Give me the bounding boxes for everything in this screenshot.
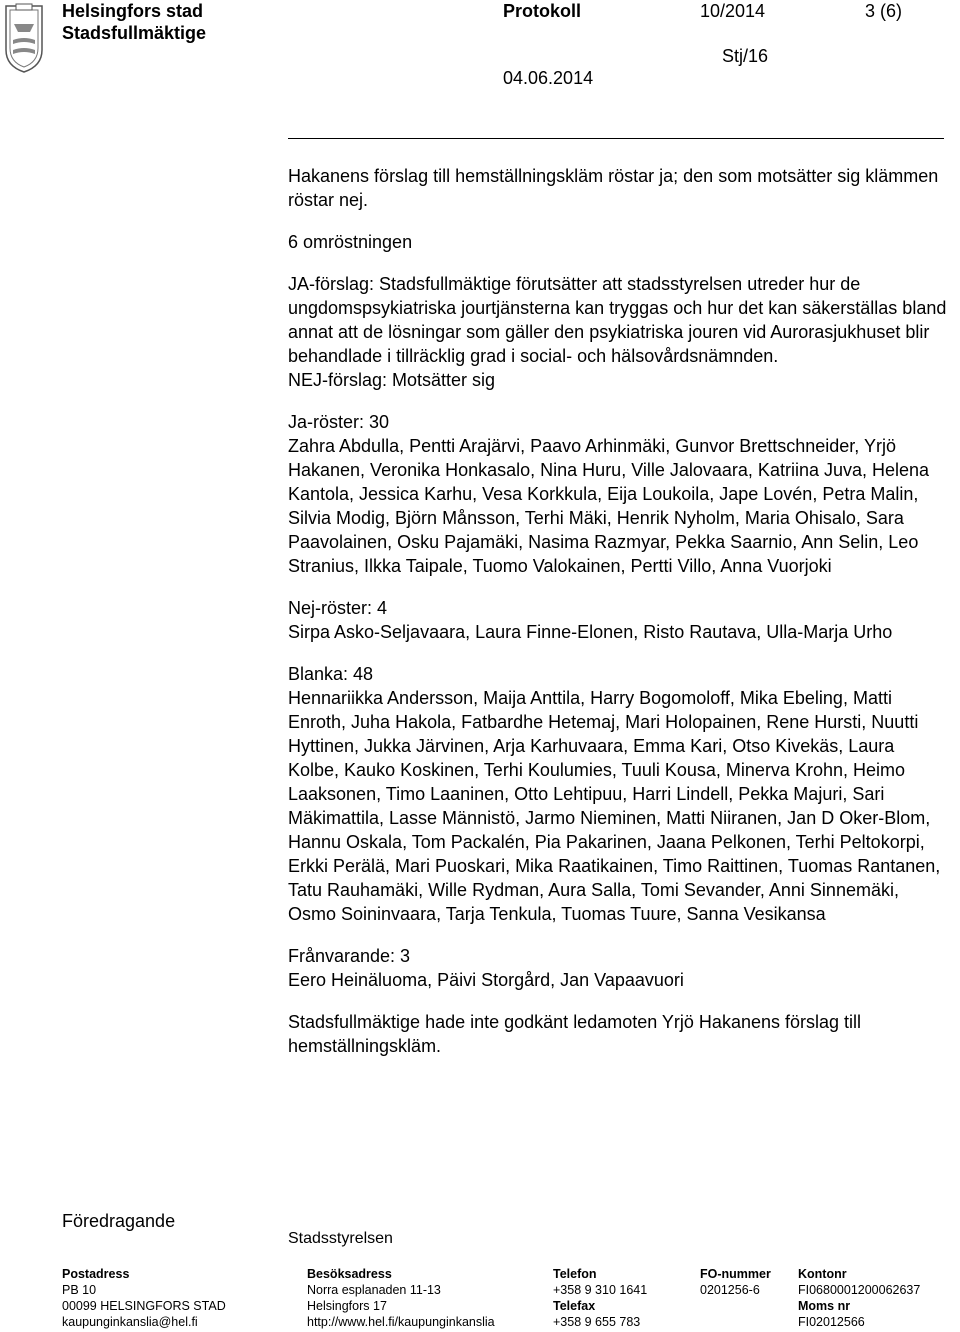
presenter-label: Föredragande <box>62 1211 176 1231</box>
blank-votes-names: Hennariikka Andersson, Maija Anttila, Harry Bogomoloff, Mika Ebeling, Matti Enroth, Juha Hakola, Fatbardhe Hetemaj, Mari Holopainen, Rene Hursti, Nuutti Hyttinen, Jukka Järvinen, Arja Karhuvaara, Emma Kari, Otso Kivekäs, Laura Kolbe, Kauko Koskinen, Terhi Koulumies, Tuuli Kousa, Minerva Krohn, Heimo Laaksonen, Timo Laaninen, Otto Lehtipuu, Harri Lindell, Pekka Majuri, Sari Mäkimattila, Lasse Männistö, Jarmo Nieminen, Matti Niiranen, Jan D Oker-Blom, Hannu Oskala, Tom Packalén, Pia Pakarinen, Jaana Pelkonen, Terhi Peltokorpi, Erkki Perälä, Mari Puoskari, Mika Raatikainen, Timo Raittinen, Tuomas Rantanen, Tatu Rauhamäki, Wille Rydman, Aura Salla, Tomi Sevander, Anni Sinnemäki, Osmo Soininvaara, Tarja Tenkula, Tuomas Tuure, Sanna Vesikansa <box>288 688 941 924</box>
footer-postal-line: 00099 HELSINGFORS STAD <box>62 1299 226 1313</box>
header-ref: Stj/16 <box>722 46 769 66</box>
footer-fax-label: Telefax <box>553 1299 596 1313</box>
footer-postal-label: Postadress <box>62 1267 130 1281</box>
footer-fax-value: +358 9 655 783 <box>553 1315 641 1329</box>
header-rule <box>288 138 944 139</box>
footer-fo-value: 0201256-6 <box>700 1283 760 1297</box>
footer-phone <box>553 1266 647 1330</box>
absent-names: Eero Heinäluoma, Päivi Storgård, Jan Vapaavuori <box>288 970 684 990</box>
helsinki-crest-logo <box>2 2 46 74</box>
nej-votes-names: Sirpa Asko-Seljavaara, Laura Finne-Elonen, Risto Rautava, Ulla-Marja Urho <box>288 622 893 642</box>
footer-account-label: Kontonr <box>798 1267 847 1281</box>
paragraph-intro: Hakanens förslag till hemställningskläm röstar ja; den som motsätter sig klämmen röstar nej. <box>288 166 939 210</box>
blank-votes-header: Blanka: 48 <box>288 664 374 684</box>
document-body <box>288 164 948 1058</box>
vote-title: 6 omröstningen <box>288 232 413 252</box>
absent-header: Frånvarande: 3 <box>288 946 411 966</box>
header-body: Stadsfullmäktige <box>62 23 207 43</box>
footer-phone-value: +358 9 310 1641 <box>553 1283 648 1297</box>
header-date: 04.06.2014 <box>503 68 594 88</box>
footer-phone-label: Telefon <box>553 1267 597 1281</box>
ja-votes-names: Zahra Abdulla, Pentti Arajärvi, Paavo Arhinmäki, Gunvor Brettschneider, Yrjö Hakanen, Veronika Honkasalo, Nina Huru, Ville Jalovaara, Katriina Juva, Helena Kantola, Jessica Karhu, Vesa Korkkula, Eija Loukoila, Jape Lovén, Petra Malin, Silvia Modig, Björn Månsson, Terhi Mäki, Henrik Nyholm, Maria Ohisalo, Sara Paavolainen, Osku Pajamäki, Nasima Razmyar, Pekka Saarnio, Ann Selin, Leo Stranius, Ilkka Taipale, Tuomo Valokainen, Pertti Villo, Anna Vuorjoki <box>288 436 930 576</box>
ja-proposal: JA-förslag: Stadsfullmäktige förutsätter att stadsstyrelsen utreder hur de ungdomspsykiatriska jourtjänsterna kan tryggas och hur det kan säkerställas bland annat att de lösningar som gäller den psykiatriska jouren vid Aurorasjukhuset blir behandlade i tillräcklig grad i social- och hälsovårdsnämnden. <box>288 274 947 366</box>
nej-votes-header: Nej-röster: 4 <box>288 598 388 618</box>
footer-postal-line: PB 10 <box>62 1283 97 1297</box>
presenter-value: Stadsstyrelsen <box>288 1230 393 1247</box>
header-number: 10/2014 <box>700 1 766 21</box>
footer-visit <box>307 1266 495 1330</box>
footer-postal <box>62 1266 226 1330</box>
footer <box>0 1266 960 1332</box>
footer-visit-line: Norra esplanaden 11-13 <box>307 1283 441 1297</box>
footer-website-link[interactable]: http://www.hel.fi/kaupunginkanslia <box>307 1315 495 1329</box>
footer-fo <box>700 1266 771 1298</box>
footer-vat-label: Moms nr <box>798 1299 851 1313</box>
footer-account-value: FI0680001200062637 <box>798 1283 921 1297</box>
header-doc-type: Protokoll <box>503 1 582 21</box>
footer-email-link[interactable]: kaupunginkanslia@hel.fi <box>62 1315 198 1329</box>
header-page: 3 (6) <box>865 1 903 21</box>
footer-account <box>798 1266 920 1330</box>
footer-fo-label: FO-nummer <box>700 1267 771 1281</box>
footer-visit-label: Besöksadress <box>307 1267 392 1281</box>
header-org: Helsingfors stad <box>62 1 204 21</box>
ja-votes-header: Ja-röster: 30 <box>288 412 390 432</box>
footer-visit-line: Helsingfors 17 <box>307 1299 387 1313</box>
conclusion: Stadsfullmäktige hade inte godkänt ledamoten Yrjö Hakanens förslag till hemställningskläm. <box>288 1012 862 1056</box>
footer-vat-value: FI02012566 <box>798 1315 865 1329</box>
nej-proposal: NEJ-förslag: Motsätter sig <box>288 370 496 390</box>
